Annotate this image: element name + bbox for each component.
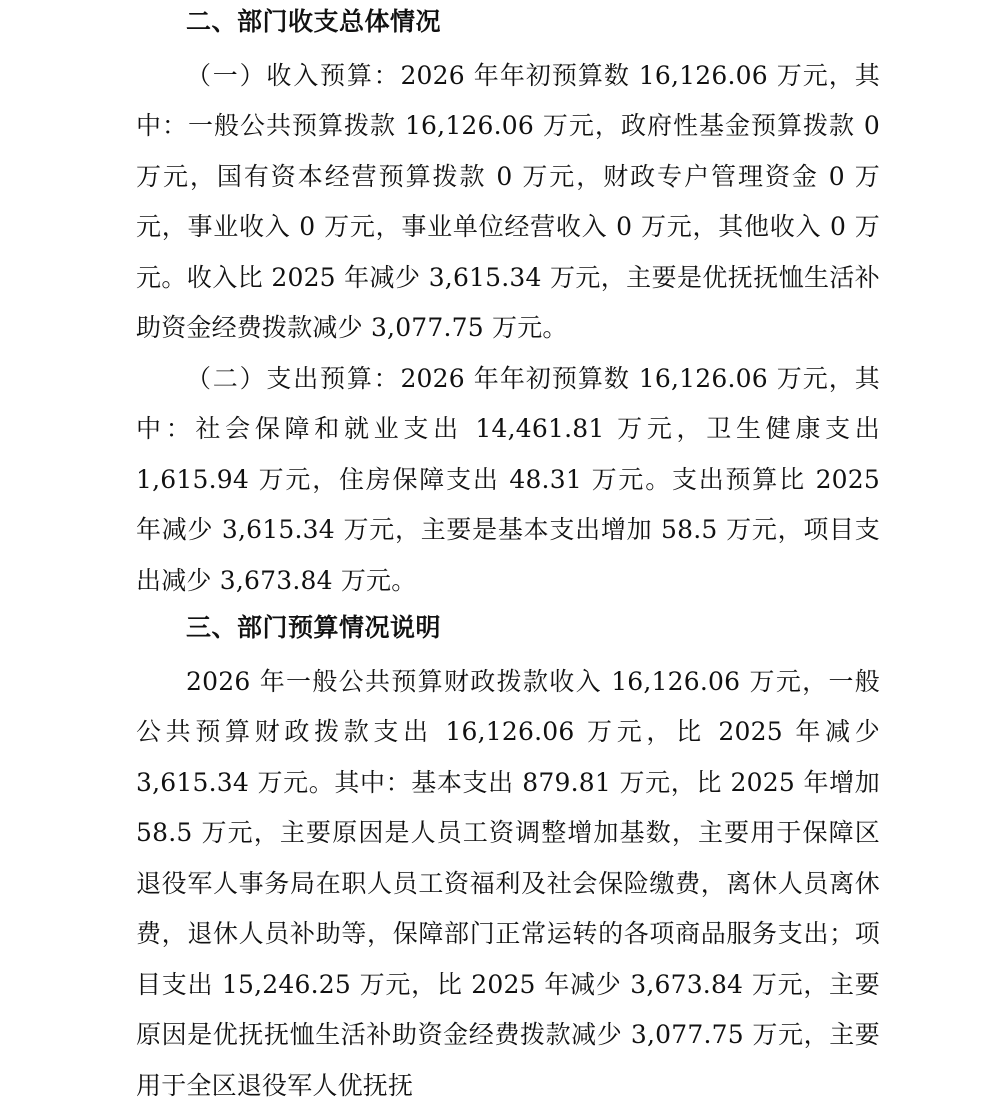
section-heading: 二、部门收支总体情况 bbox=[136, 0, 880, 51]
paragraph-subheading: （二）支出预算： bbox=[186, 364, 400, 393]
section-budget-explanation bbox=[136, 606, 880, 1111]
document-page bbox=[136, 0, 880, 1111]
general-budget-paragraph bbox=[136, 657, 880, 1111]
section-income-expenditure-overview bbox=[136, 0, 880, 606]
paragraph-text: 2026 年年初预算数 16,126.06 万元，其中：社会保障和就业支出 14,461.81 万元，卫生健康支出 1,615.94 万元，住房保障支出 48.31 万元。支出预算比 2025 年减少 3,615.34 万元，主要是基本支出增加 58.5 万元，项目支出减少 3,673.84 万元。 bbox=[136, 364, 880, 595]
paragraph-subheading: （一）收入预算： bbox=[186, 61, 400, 90]
expenditure-budget-paragraph bbox=[136, 354, 880, 607]
paragraph-text: 2026 年年初预算数 16,126.06 万元，其中：一般公共预算拨款 16,126.06 万元，政府性基金预算拨款 0 万元，国有资本经营预算拨款 0 万元，财政专户管理资金 0 万元，事业收入 0 万元，事业单位经营收入 0 万元，其他收入 0 万元。收入比 2025 年减少 3,615.34 万元，主要是优抚抚恤生活补助资金经费拨款减少 3,077.75 万元。 bbox=[136, 61, 880, 343]
paragraph-text: 2026 年一般公共预算财政拨款收入 16,126.06 万元，一般公共预算财政拨款支出 16,126.06 万元，比 2025 年减少 3,615.34 万元。其中：基本支出 879.81 万元，比 2025 年增加 58.5 万元，主要原因是人员工资调整增加基数，主要用于保障区退役军人事务局在职人员工资福利及社会保险缴费，离休人员离休费，退休人员补助等，保障部门正常运转的各项商品服务支出；项目支出 15,246.25 万元，比 2025 年减少 3,673.84 万元，主要原因是优抚抚恤生活补助资金经费拨款减少 3,077.75 万元，主要用于全区退役军人优抚抚 bbox=[136, 667, 880, 1100]
income-budget-paragraph bbox=[136, 51, 880, 354]
section-heading: 三、部门预算情况说明 bbox=[136, 606, 880, 657]
